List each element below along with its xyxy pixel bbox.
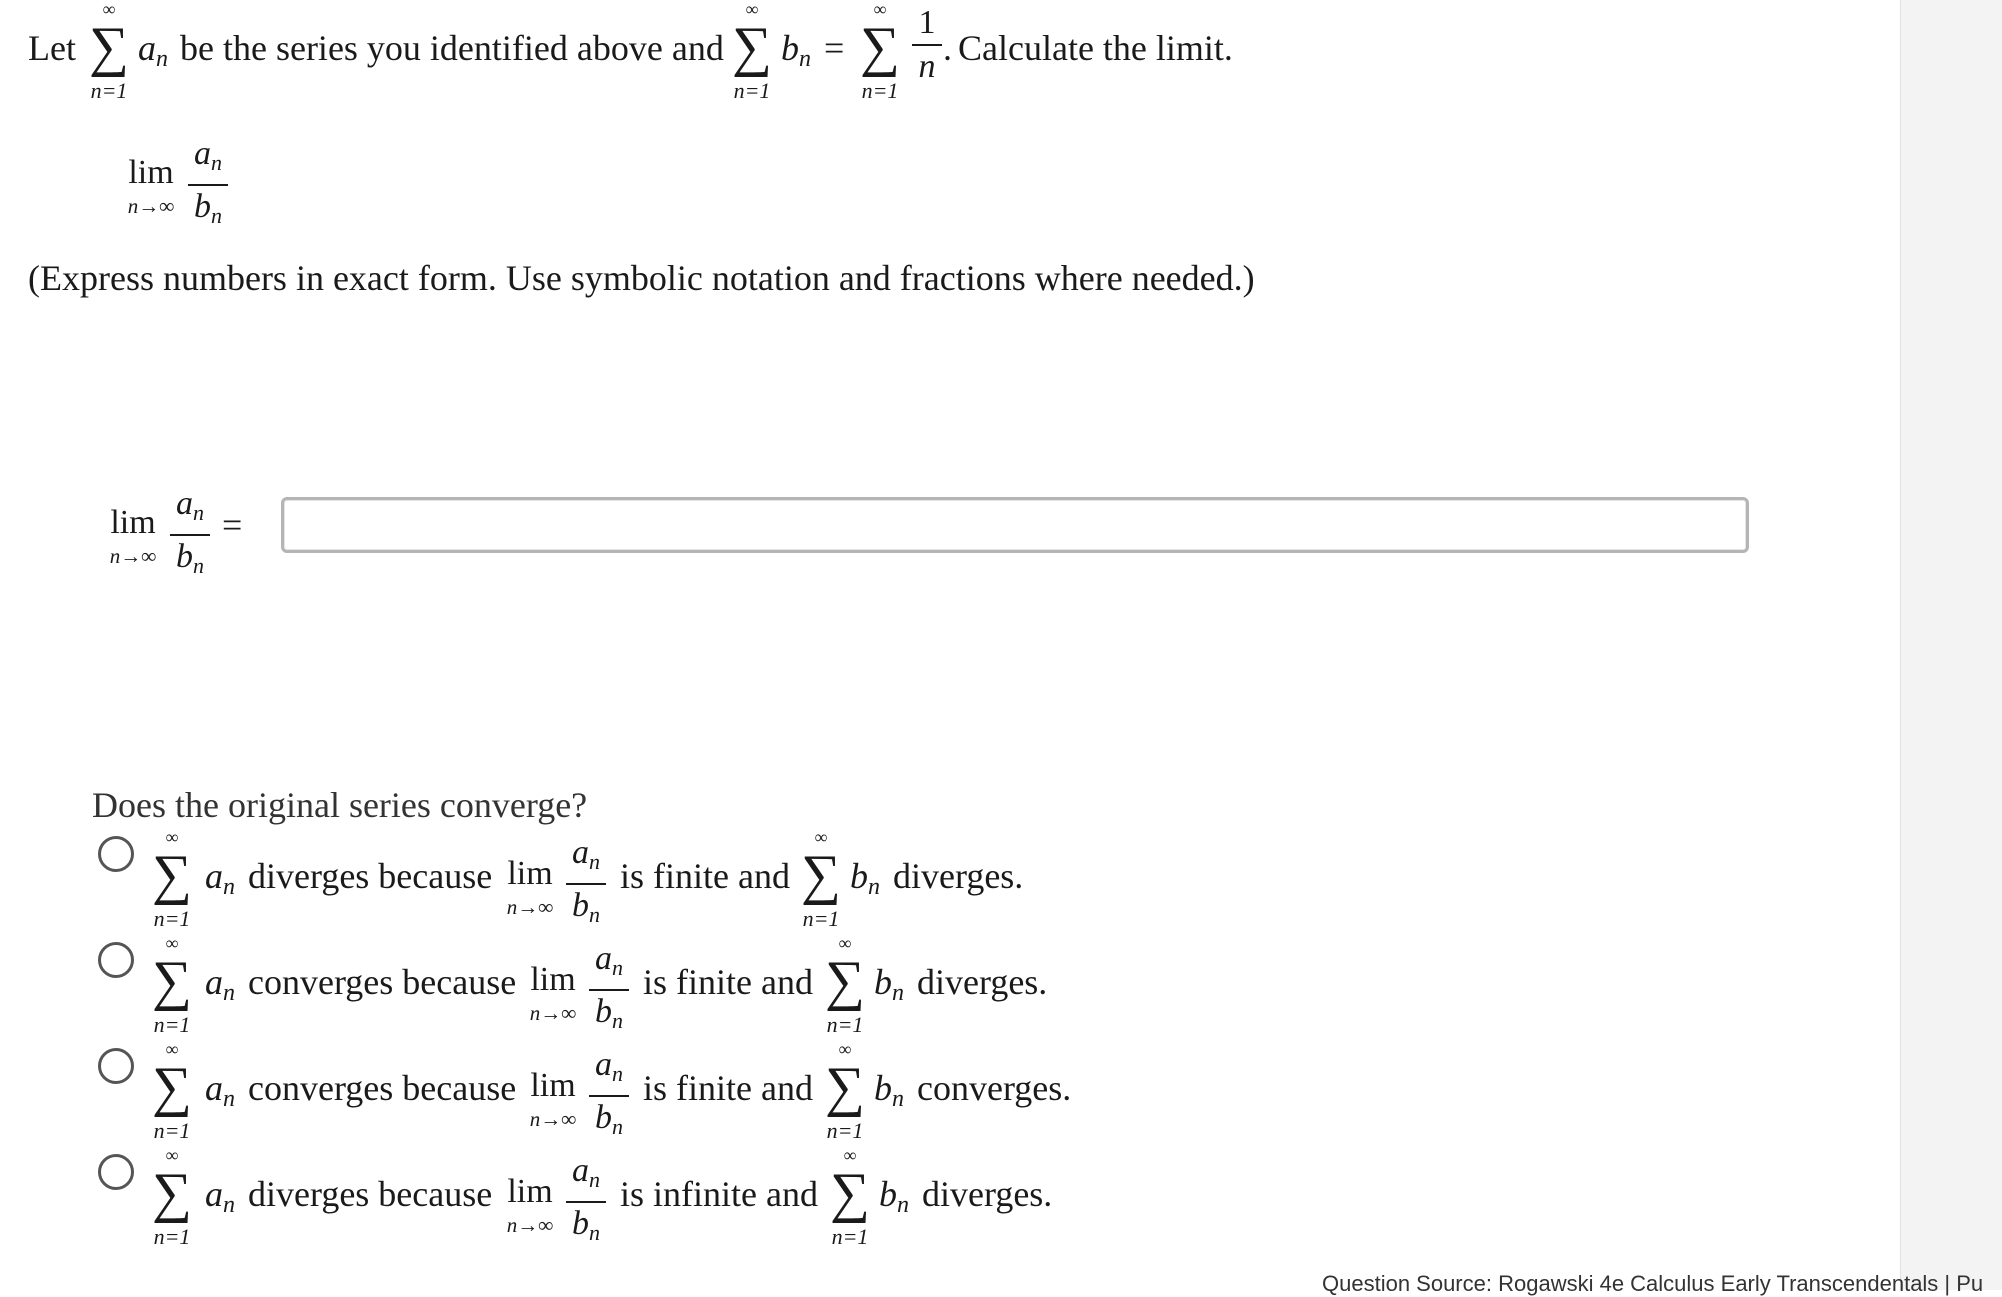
- sigma-b: ∞ ∑ n=1: [732, 0, 772, 103]
- option-first-text: converges because: [248, 962, 517, 1002]
- sigma-a: ∞ ∑ n=1: [152, 1145, 192, 1249]
- option-first-text: converges because: [248, 1068, 517, 1108]
- b-n-symbol: bn: [874, 1068, 904, 1112]
- sigma-b: ∞ ∑ n=1: [825, 1039, 865, 1143]
- question-source: Question Source: Rogawski 4e Calculus Early Transcendentals | Pu: [1322, 1271, 1984, 1296]
- option-limit-operator: lim n→∞: [506, 1173, 554, 1237]
- sigma-one-over-n: ∞ ∑ n=1: [860, 0, 900, 103]
- option-limit-operator: lim n→∞: [529, 1067, 577, 1131]
- option-a-over-b-fraction: an bn: [566, 1153, 606, 1251]
- option-a-over-b-fraction: an bn: [589, 1047, 629, 1145]
- sigma-b: ∞ ∑ n=1: [830, 1145, 870, 1249]
- prompt-period: .: [943, 28, 952, 68]
- sigma-a: ∞ ∑ n=1: [89, 0, 129, 103]
- a-n-symbol: an: [205, 962, 235, 1006]
- instructions-text: (Express numbers in exact form. Use symbolic notation and fractions where needed.): [28, 258, 1255, 298]
- a-n-symbol: an: [138, 28, 168, 72]
- b-n-symbol: bn: [781, 28, 811, 72]
- question-text: Does the original series converge?: [92, 785, 588, 825]
- b-n-symbol: bn: [879, 1174, 909, 1218]
- option-a-over-b-fraction: an bn: [566, 835, 606, 933]
- one-over-n-fraction: 1 n: [912, 5, 942, 85]
- option-last-text: diverges.: [922, 1174, 1053, 1214]
- prompt-tail-text: Calculate the limit.: [958, 28, 1233, 68]
- option-middle-text: is finite and: [620, 856, 790, 896]
- option-middle-text: is finite and: [643, 1068, 813, 1108]
- a-n-symbol: an: [205, 856, 235, 900]
- option-last-text: diverges.: [893, 856, 1024, 896]
- b-n-symbol: bn: [874, 962, 904, 1006]
- option-last-text: converges.: [917, 1068, 1072, 1108]
- answer-equals: =: [222, 505, 243, 545]
- sigma-b: ∞ ∑ n=1: [825, 933, 865, 1037]
- option-first-text: diverges because: [248, 856, 493, 896]
- option-limit-operator: lim n→∞: [506, 855, 554, 919]
- a-over-b-fraction: an bn: [188, 136, 228, 234]
- a-n-symbol: an: [205, 1174, 235, 1218]
- sigma-a: ∞ ∑ n=1: [152, 827, 192, 931]
- option-middle-text: is infinite and: [620, 1174, 818, 1214]
- a-n-symbol: an: [205, 1068, 235, 1112]
- option-radio[interactable]: [98, 1048, 134, 1084]
- option-last-text: diverges.: [917, 962, 1048, 1002]
- right-gutter: [1900, 0, 2002, 1290]
- option-radio[interactable]: [98, 836, 134, 872]
- limit-answer-input[interactable]: [281, 497, 1749, 553]
- sigma-a: ∞ ∑ n=1: [152, 933, 192, 1037]
- let-word: Let: [28, 28, 76, 68]
- answer-a-over-b-fraction: an bn: [170, 486, 210, 584]
- prompt-middle-text: be the series you identified above and: [180, 28, 724, 68]
- option-middle-text: is finite and: [643, 962, 813, 1002]
- option-a-over-b-fraction: an bn: [589, 941, 629, 1039]
- prompt-equals: =: [824, 28, 845, 68]
- sigma-b: ∞ ∑ n=1: [801, 827, 841, 931]
- limit-operator: lim n→∞: [127, 154, 175, 218]
- answer-limit-operator: lim n→∞: [109, 504, 157, 568]
- option-first-text: diverges because: [248, 1174, 493, 1214]
- sigma-a: ∞ ∑ n=1: [152, 1039, 192, 1143]
- option-limit-operator: lim n→∞: [529, 961, 577, 1025]
- option-radio[interactable]: [98, 1154, 134, 1190]
- option-radio[interactable]: [98, 942, 134, 978]
- b-n-symbol: bn: [850, 856, 880, 900]
